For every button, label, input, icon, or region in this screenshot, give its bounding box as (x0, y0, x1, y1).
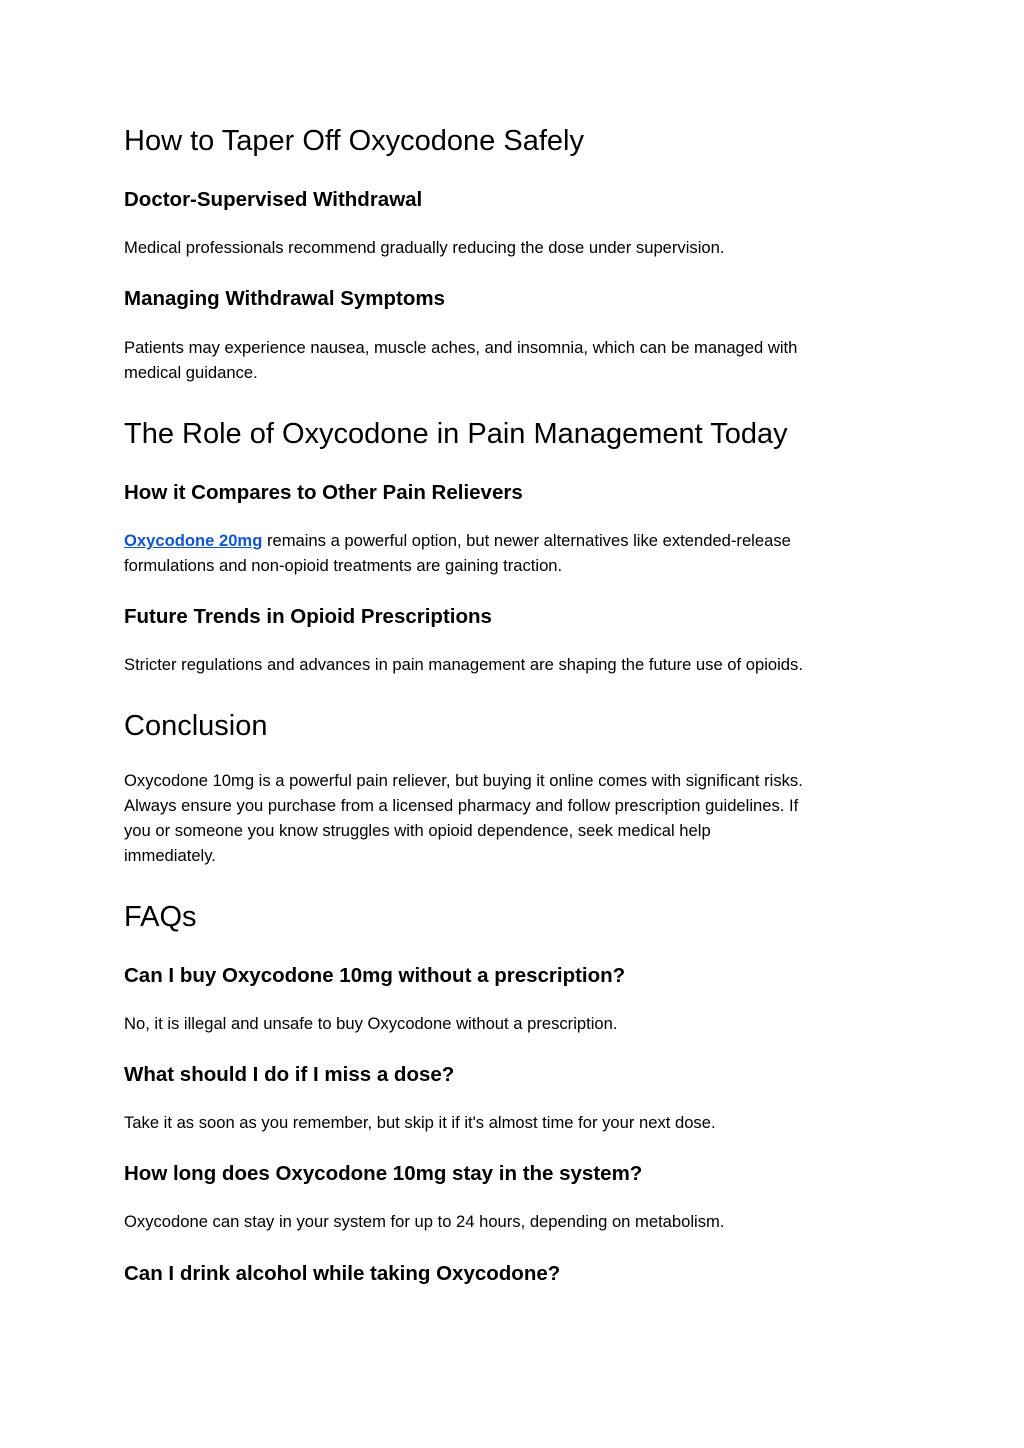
document-page (124, 0, 914, 1448)
paragraph-line: Patients may experience nausea, muscle aches, and insomnia, which can be managed with (124, 338, 798, 357)
paragraph-line: No, it is illegal and unsafe to buy Oxycodone without a prescription. (124, 1014, 618, 1033)
paragraph-line: formulations and non-opioid treatments are gaining traction. (124, 556, 563, 575)
paragraph-doctor-supervised (124, 235, 914, 260)
faq-question: What should I do if I miss a dose? (124, 1063, 455, 1086)
paragraph-line: Stricter regulations and advances in pain management are shaping the future use of opioids. (124, 655, 803, 674)
section-heading-faqs: FAQs (124, 901, 197, 933)
faq-question: Can I drink alcohol while taking Oxycodone? (124, 1262, 561, 1285)
section-heading-conclusion: Conclusion (124, 710, 268, 742)
paragraph-future-trends (124, 652, 914, 677)
faq-question: Can I buy Oxycodone 10mg without a prescription? (124, 964, 626, 987)
faq-answer (124, 1011, 914, 1036)
paragraph-line: medical guidance. (124, 363, 258, 382)
paragraph-line (124, 528, 914, 553)
subheading-managing-withdrawal: Managing Withdrawal Symptoms (124, 287, 446, 310)
paragraph-line: Oxycodone can stay in your system for up to 24 hours, depending on metabolism. (124, 1212, 725, 1231)
faq-question: How long does Oxycodone 10mg stay in the system? (124, 1162, 643, 1185)
section-heading-taper: How to Taper Off Oxycodone Safely (124, 125, 584, 157)
faq-answer (124, 1209, 914, 1234)
faq-answer (124, 1110, 914, 1135)
subheading-doctor-supervised: Doctor-Supervised Withdrawal (124, 188, 423, 211)
oxycodone-20mg-link[interactable]: Oxycodone 20mg (124, 531, 263, 550)
paragraph-line: immediately. (124, 846, 216, 865)
paragraph-conclusion (124, 768, 914, 868)
paragraph-line: Oxycodone 10mg is a powerful pain reliever, but buying it online comes with significant risks. (124, 771, 803, 790)
subheading-compares: How it Compares to Other Pain Relievers (124, 481, 523, 504)
subheading-future-trends: Future Trends in Opioid Prescriptions (124, 605, 492, 628)
section-heading-role: The Role of Oxycodone in Pain Management Today (124, 418, 788, 450)
paragraph-line: Take it as soon as you remember, but skip it if it's almost time for your next dose. (124, 1113, 716, 1132)
paragraph-text: remains a powerful option, but newer alternatives like extended-release (262, 531, 791, 550)
paragraph-compares (124, 528, 914, 578)
paragraph-managing-withdrawal (124, 335, 914, 385)
paragraph-line: Medical professionals recommend gradually reducing the dose under supervision. (124, 238, 725, 257)
paragraph-line: you or someone you know struggles with opioid dependence, seek medical help (124, 821, 711, 840)
paragraph-line: Always ensure you purchase from a licensed pharmacy and follow prescription guidelines. If (124, 796, 799, 815)
